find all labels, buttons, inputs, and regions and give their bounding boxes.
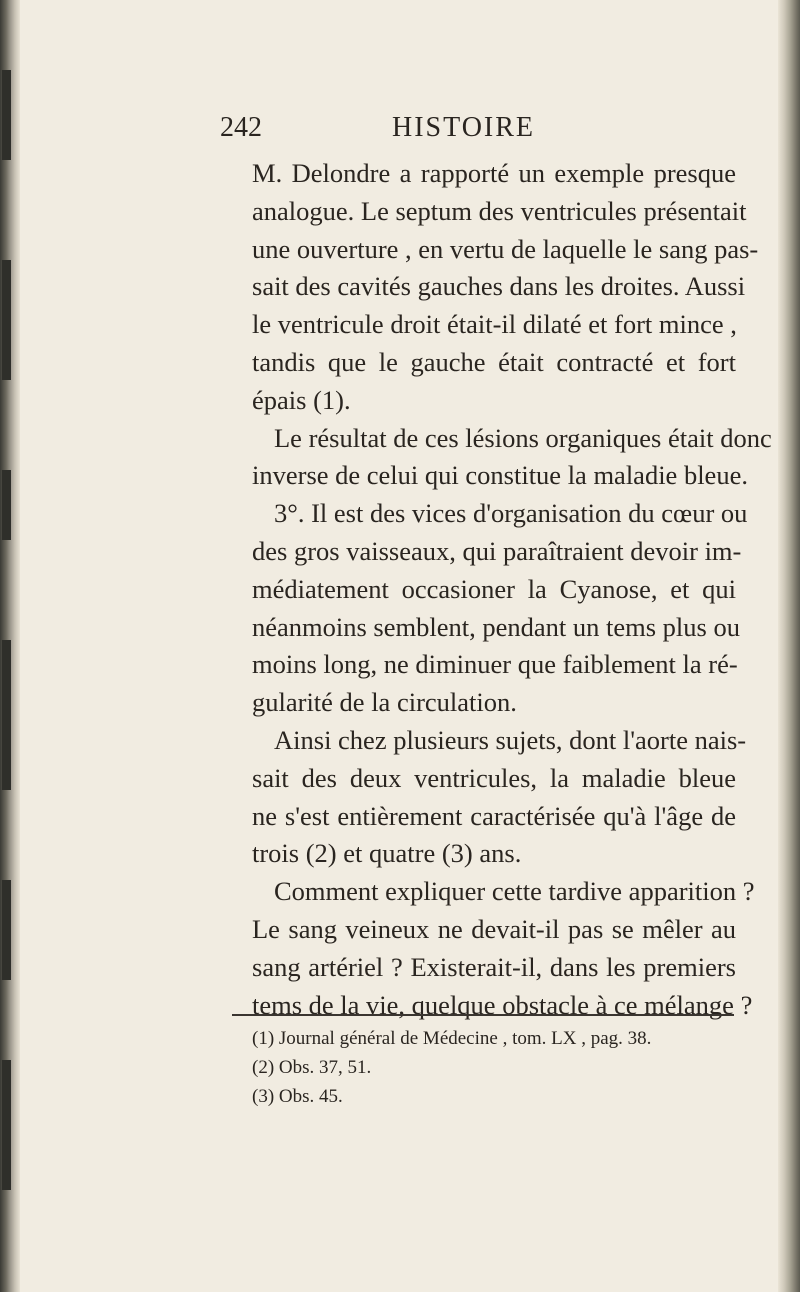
text-line: tandis que le gauche était contracté et fort xyxy=(252,346,736,377)
text-line: médiatement occasioner la Cyanose, et qui xyxy=(252,573,736,604)
text-line: néanmoins semblent, pendant un tems plus ou xyxy=(252,611,740,642)
text-line: sait des cavités gauches dans les droites. Aussi xyxy=(252,271,746,302)
text-line: Comment expliquer cette tardive apparition ? xyxy=(274,876,755,907)
footnote: (2) Obs. 37, 51. xyxy=(252,1057,372,1078)
text-line: sait des deux ventricules, la maladie bleue xyxy=(252,762,736,793)
text-line: tems de la vie, quelque obstacle à ce mélange ? xyxy=(252,989,753,1020)
running-title: HISTOIRE xyxy=(392,112,536,143)
text-line: 3°. Il est des vices d'organisation du cœur ou xyxy=(274,498,748,529)
text-line: ne s'est entièrement caractérisée qu'à l'âge de xyxy=(252,800,736,831)
text-line: le ventricule droit était-il dilaté et fort mince , xyxy=(252,309,737,340)
text-line: des gros vaisseaux, qui paraîtraient devoir im- xyxy=(252,535,742,566)
page-header xyxy=(0,112,800,152)
text-line: une ouverture , en vertu de laquelle le sang pas- xyxy=(252,233,759,264)
text-line: moins long, ne diminuer que faiblement la ré- xyxy=(252,649,738,680)
text-line: inverse de celui qui constitue la maladie bleue. xyxy=(252,460,748,491)
text-line: gularité de la circulation. xyxy=(252,687,517,718)
text-line: Ainsi chez plusieurs sujets, dont l'aorte nais- xyxy=(274,724,747,755)
text-line: épais (1). xyxy=(252,384,351,415)
page-number: 242 xyxy=(220,112,262,143)
text-line: trois (2) et quatre (3) ans. xyxy=(252,838,522,869)
body-text xyxy=(252,155,772,1024)
text-line: M. Delondre a rapporté un exemple presque xyxy=(252,158,736,188)
text-line: Le sang veineux ne devait-il pas se mêler au xyxy=(252,913,736,944)
footnote: (3) Obs. 45. xyxy=(252,1086,343,1107)
text-line: sang artériel ? Existerait-il, dans les premiers xyxy=(252,951,736,982)
footnotes xyxy=(252,1024,732,1111)
footnote-divider xyxy=(232,1014,734,1016)
text-line: analogue. Le septum des ventricules présentait xyxy=(252,195,747,226)
text-line: Le résultat de ces lésions organiques était donc xyxy=(274,422,772,453)
footnote: (1) Journal général de Médecine , tom. LX , pag. 38. xyxy=(252,1028,652,1049)
